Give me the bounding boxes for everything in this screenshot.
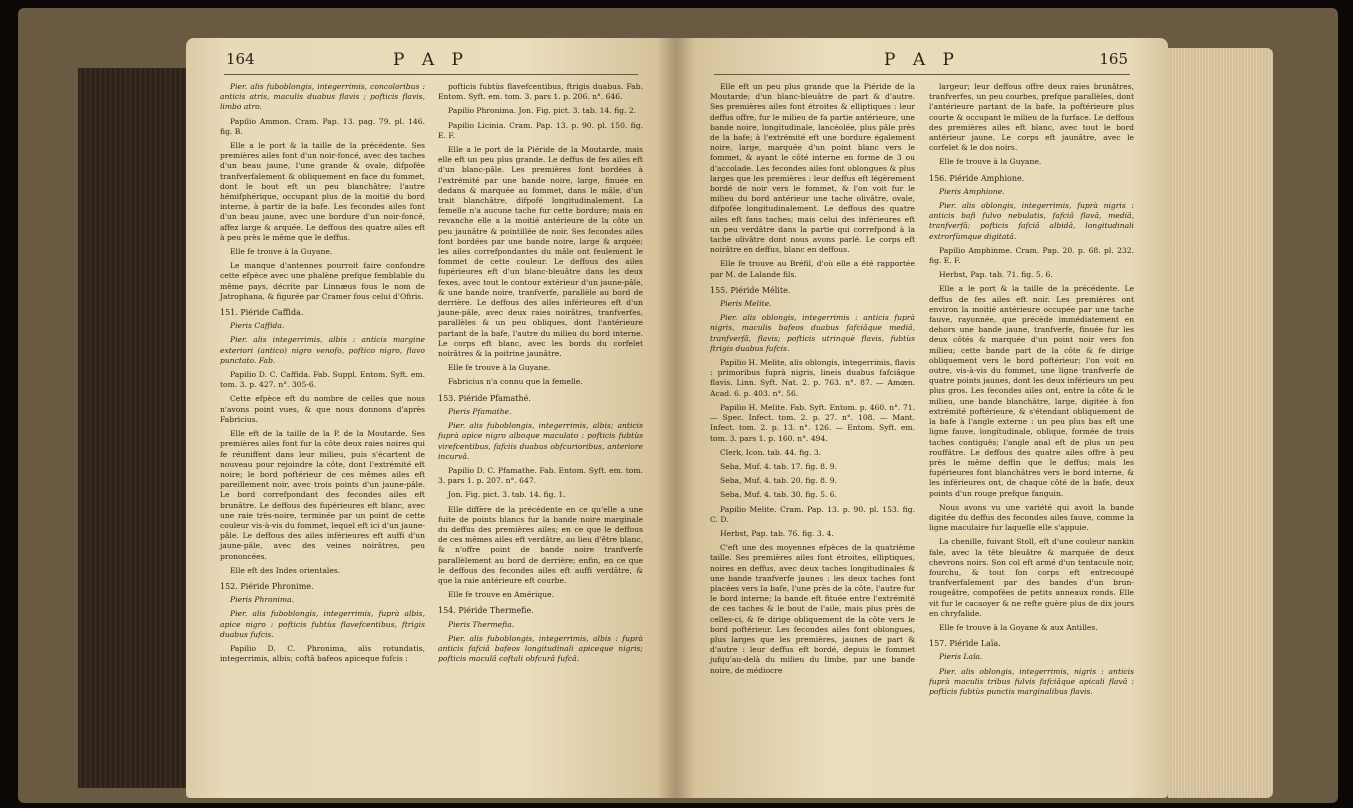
paragraph: Papilio Melite. Cram. Pap. 13. p. 90. pl. 153. fig. C. D. xyxy=(710,504,915,524)
species-heading: 154. Piéride Thermefie. xyxy=(438,606,534,616)
paragraph: largeur; leur deffous offre deux raies brunâtres, tranfverfes, un peu courbes, prefque parallèles, dont l'antérieure partant de la bafe, la poftérieure plus courte & occupant le milieu de la furface. Le deffous des premières ailes eft blanc, avec tout le bord antérieur jaune. Le corps eft jaunâtre, avec le corfelet & le dos noirs. xyxy=(929,82,1134,153)
paragraph: Papilio H. Melite. Fab. Syft. Entom. p. 460. n°. 71. — Spec. Infect. tom. 2. p. 27. n°. 108. — Mant. Infect. tom. 2. p. 13. n°. 126. — Entom. Syft. em. tom. 3. pars 1. p. 160. n°. 494. xyxy=(710,402,915,443)
paragraph: Elle diffère de la précédente en ce qu'elle a une fuite de points blancs fur la bande noire marginale du deffus des premières ailes; en ce que le deffous de ces mêmes ailes eft verdâtre, au lieu d'être blanc, & n'offre point de bande noire tranfverfe parallèlement au bord de derrière; enfin, en ce que le deffous des fecondes ailes eft auffi verdâtre, & que la raie antérieure eft courbe. xyxy=(438,504,643,585)
paragraph: Papilio H. Melite, alis oblongis, integerrimis, flavis : primoribus fuprà nigris, lineis duabus fafciâque flavis. Linn. Syft. Nat. 2. p. 763. n°. 87. — Amœn. Acad. 6. p. 403. n°. 56. xyxy=(710,358,915,398)
page-number: 165 xyxy=(1099,50,1128,68)
right-page-edges xyxy=(1168,48,1273,798)
paragraph: Pieris Melite. xyxy=(720,299,772,309)
right-page-header xyxy=(676,50,1168,74)
paragraph: Jon. Fig. pict. 3. tab. 14. fig. 1. xyxy=(448,490,566,500)
paragraph: Pier. alis integerrimis, albis : anticis margine exteriori (antico) nigro venofo, poftico nigro, flavo punctato. Fab. xyxy=(220,335,425,365)
paragraph: Pieris Phronima. xyxy=(230,595,295,605)
paragraph: Nous avons vu une variété qui avoit la bande digitée du deffus des fecondes ailes fauve, comme la ligne maculaire fur laquelle elle s'appuie. xyxy=(929,502,1134,533)
paragraph: Pieris Caffida. xyxy=(230,321,285,331)
paragraph: pofticis fubtùs flavefcentibus, ftrigis duabus. Fab. Entom. Syft. em. tom. 3. pars 1. p. 206. n°. 646. xyxy=(438,82,643,102)
species-heading: 155. Piéride Mélite. xyxy=(710,285,791,295)
paragraph: Seba, Muf. 4. tab. 17. fig. 8. 9. xyxy=(720,461,838,471)
species-heading: 152. Piéride Phronime. xyxy=(220,581,314,591)
paragraph: Elle fe trouve en Amérique. xyxy=(448,590,555,600)
paragraph: Papilio D. C. Pfamathe. Fab. Entom. Syft. em. tom. 3. pars 1. p. 207. n°. 647. xyxy=(438,465,643,486)
paragraph: Pieris Laïa. xyxy=(939,652,983,662)
paragraph: Elle eft de la taille de la P. de la Moutarde. Ses premières ailes font fur la côte deux raies noires qui fe réuniffent dans leur milieu, puis s'écartent de nouveau pour rejoindre la côte, dont l'extrémité eft noire; le bord poftérieur de ces mêmes ailes eft pareillement noir, avec trois points d'un jaune-pâle. Le bord correfpondant des fecondes ailes eft brunâtre. Le deffous des fupérieures eft blanc, avec une raie très-noire, terminée par un point de cette couleur vis-à-vis du fommet, lequel eft ici d'un jaune-pâle. Le deffous des ailes inférieures eft auffi d'un jaune-pâle, avec des veines noirâtres, peu prononcées. xyxy=(220,429,425,561)
paragraph: Seba, Muf. 4. tab. 30. fig. 5. 6. xyxy=(720,490,838,500)
paragraph: Elle a le port de la Piéride de la Moutarde, mais elle eft un peu plus grande. Le deffus de fes ailes eft d'un blanc-pâle. Les premières font bordées à l'extrémité par une bande noire, large, finuée en dedans & marquée au fommet, dans le mâle, d'un trait blanchâtre, difpofé longitudinalement. La femelle n'a aucune tache fur cette bordure; mais en revanche elle a la moitié antérieure de la côte un peu jaunâtre & pointillée de noir. Ses fecondes ailes font bordées par une bande noire, large & arquée; les ailes correfpondantes du mâle ont feulement le fommet de cette couleur. Le deffous des ailes fupérieures eft d'un blanc-bleuâtre dans les deux fexes, avec tout le contour extérieur d'un jaune-pâle, & une bande noire, tranfverfe, parallèle au bord de derrière. Le deffous des ailes inférieures eft d'un jaune-pâle, avec deux raies noirâtres, tranfverfes, parallèles & un peu obliques, dont l'antérieure partant de la bafe, l'autre du milieu du bord interne. Le corps eft blanc, avec les bords du corfelet noirâtres & la poitrine jaunâtre. xyxy=(438,145,643,359)
paragraph: Herbst, Pap. tab. 76. fig. 3. 4. xyxy=(720,528,834,538)
paragraph: Elle eft des Indes orientales. xyxy=(230,565,341,575)
paragraph: La chenille, fuivant Stoll, eft d'une couleur nankin fale, avec la tête bleuâtre & marquée de deux chevrons noirs. Son col eft armé d'un tentacule noir, fourchu, & tout fon corps eft entrecoupé tranfverfalement par des bandes d'un brun-rougeâtre, compofées de petits anneaux ronds. Elle vit fur le cacaoyer & ne refte guère plus de dix jours en chryfalide. xyxy=(929,537,1134,618)
left-column-2 xyxy=(438,82,643,668)
paragraph: Cette efpèce eft du nombre de celles que nous n'avons point vues, & que nous donnons d'après Fabricius. xyxy=(220,394,425,424)
paragraph: Elle a le port & la taille de la précédente. Ses premières ailes font d'un noir-foncé, avec des taches d'un beau jaune, l'une grande & ovale, difpofée tranfverfalement & obliquement en face du fommet, dont le bout eft un peu blanchâtre; l'autre hémifphérique, occupant plus de la moitié du bord interne, à partir de la bafe. Les fecondes ailes font d'un beau jaune, avec une bordure d'un noir-foncé, affez large & arquée. Le deffous des quatre ailes eft à peu près le même que le deffus. xyxy=(220,141,425,242)
left-page xyxy=(186,38,676,798)
paragraph: Pier. alis fuboblongis, integerrimis, albis; anticis fuprà apice nigro alboque maculato : pofticis fubtùs virefcentibus, fafciis duabus obfcurioribus, anteriore incurvâ. xyxy=(438,421,643,461)
paragraph: Papilio Ammon. Cram. Pap. 13. pag. 79. pl. 146. fig. B. xyxy=(220,116,425,136)
paragraph: Papilio Licinia. Cram. Pap. 13. p. 90. pl. 150. fig. E. F. xyxy=(438,120,643,140)
left-page-edges xyxy=(78,68,186,788)
paragraph: Papilio Amphinme. Cram. Pap. 20. p. 68. pl. 232. fig. E. F. xyxy=(929,245,1134,266)
paragraph: Pieris Thermefia. xyxy=(448,619,515,629)
running-head: P A P xyxy=(884,50,960,70)
left-page-header xyxy=(186,50,676,74)
book xyxy=(18,8,1338,803)
right-column-1 xyxy=(710,82,915,680)
paragraph: Elle a le port & la taille de la précédente. Le deffus de fes ailes eft noir. Les premières ont environ la moitié antérieure occupée par une tache fauve, rayonnée, que précède immédiatement en dehors une bande jaune, tranfverfe, finuée fur les deux côtés & marquée d'un point noir vers fon milieu; cette bande part de la côte & fe dirige obliquement vers le bord poftérieur; l'on voit en outre, vis-à-vis du fommet, une ligne tranfverfe de quatre points jaunes, dont les deux inférieurs un peu plus gros. Les fecondes ailes ont, entre la côte & le milieu, une bande blanchâtre, large, digitée à fon extrémité poftérieure, & s'étendant obliquement de la bafe à l'angle externe : un peu plus bas eft une ligne fauve, longitudinale, oblique, formée de trois taches contiguës; l'angle anal eft de plus un peu rouffâtre. Le deffous des quatre ailes offre à peu près le même deffin que le deffus; mais les fupérieures font blanchâtres vers le bord interne, & les inférieures ont, de chaque côté de la bafe, deux points d'un rouge prefque fanguin. xyxy=(929,284,1134,498)
species-heading: 157. Piéride Laïa. xyxy=(929,639,1001,649)
paragraph: C'eft une des moyennes efpèces de la quatrième taille. Ses premières ailes font étroites, elliptiques, noires en deffus, avec deux taches longitudinales & une bande tranfverfe jaunes : les deux taches font placées vers la bafe, l'une près de la côte, l'autre fur le bord interne; la bande eft fituée entre l'extrémité de ces taches & le bout de l'aile, mais plus près de celles-ci, & fe dirige obliquement de la côte vers le bord poftérieur. Les fecondes ailes font oblongues, plus larges que les premières, jaunes de part & d'autre : leur deffus eft bordé, depuis le fommet jufqu'au-delà du milieu du limbe, par une bande noire, de médiocre xyxy=(710,543,915,675)
paragraph: Pier. alis fuboblongis, integerrimis, fuprà albis, apice nigro : pofticis fubtùs flavefcentibus, ftrigis duabus fufcis. xyxy=(220,609,425,639)
paragraph: Pieris Amphione. xyxy=(939,186,1005,196)
paragraph: Papilio D. C. Phronima, alis rotundatis, integerrimis, albis; coftâ bafeos apiceque fufcis : xyxy=(220,643,425,664)
paragraph: Elle fe trouve au Bréfil, d'où elle a été rapportée par M. de Lalande fils. xyxy=(710,259,915,279)
right-page xyxy=(676,38,1168,798)
header-rule xyxy=(714,74,1130,75)
paragraph: Elle eft un peu plus grande que la Piéride de la Moutarde; d'un blanc-bleuâtre de part & d'autre. Ses premières ailes font étroites & elliptiques : leur deffus offre, fur le milieu de fa partie antérieure, une bande noire, longitudinale, lancéolée, plus pâle près de la bafe; à l'extrémité eft une bordure également noire, large, marquée d'un point blanc vers le fommet, & ayant le côté interne en forme de 3 ou d'accolade. Les fecondes ailes font oblongues & plus larges que les premières : leur deffus eft légèrement bordé de noir vers le fommet, & l'on voit fur le milieu du bord antérieur une tache olivâtre, ovale, difpofée longitudinalement. Le deffous des quatre ailes eft fans taches; mais celui des inférieures eft un peu verdâtre dans la partie qui correfpond à la tache olivâtre dont nous avons parlé. Le corps eft noirâtre en deffus, blanc en deffous. xyxy=(710,82,915,255)
paragraph: Papilio Phronima. Jon. Fig. pict. 3. tab. 14. fig. 2. xyxy=(448,106,637,116)
species-heading: 151. Piéride Caffida. xyxy=(220,308,304,318)
species-heading: 156. Piéride Amphione. xyxy=(929,173,1025,183)
left-column-1 xyxy=(220,82,425,668)
paragraph: Elle fe trouve à la Guyane. xyxy=(939,157,1042,167)
paragraph: Pier. alis fuboblongis, integerrimis, albis : fuprà anticis fafciâ bafeos longitudinali apiceque nigris; pofticis maculâ coftali obfcurâ fufcâ. xyxy=(438,633,643,664)
paragraph: Pier. alis oblongis, integerrimis : anticis fuprà nigris, maculis bafeos duabus fafciâque mediâ, tranfverfâ, flavis; pofticis utrinquè flavis, fubtùs ftrigis duabus fufcis. xyxy=(710,313,915,353)
paragraph: Papilio D. C. Caffida. Fab. Suppl. Entom. Syft. em. tom. 3. p. 427. n°. 305-6. xyxy=(220,370,425,390)
paragraph: Elle fe trouve à la Goyane & aux Antilles. xyxy=(939,622,1098,632)
paragraph: Herbst, Pap. tab. 71. fig. 5. 6. xyxy=(939,270,1053,280)
paragraph: Fabricius n'a connu que la femelle. xyxy=(448,377,583,387)
page-number: 164 xyxy=(226,50,255,68)
paragraph: Elle fe trouve à la Guyane. xyxy=(448,363,551,373)
running-head: P A P xyxy=(393,50,469,70)
paragraph: Le manque d'antennes pourroit faire confondre cette efpèce avec une phalène prefque femblable du même pays, décrite par Linnæus fous le nom de Jatrophana, & figurée par Cramer fous celui d'Ofiris. xyxy=(220,261,425,301)
paragraph: Pier. alis oblongis, integerrimis, nigris : anticis fuprà maculis tribus fulvis fafciâque apicali flavâ : pofticis fubtùs punctis marginalibus flavis. xyxy=(929,666,1134,696)
paragraph: Pier. alis fuboblongis, integerrimis, concoloribus : anticis atris, maculis duabus flavis ; pofticis flavis, limbo atro. xyxy=(220,82,425,112)
paragraph: Pier. alis oblongis, integerrimis, fuprà nigris : anticis bafi fulvo nebulatis, fafciâ flavâ, mediâ, tranfverfâ; pofticis fafciâ albidâ, longitudinali extrorfùmque digitatâ. xyxy=(929,201,1134,241)
header-rule xyxy=(224,74,638,75)
paragraph: Elle fe trouve à la Guyane. xyxy=(230,247,333,257)
paragraph: Seba, Muf. 4. tab. 20. fig. 8. 9. xyxy=(720,476,838,486)
paragraph: Clerk, Icon. tab. 44. fig. 3. xyxy=(720,447,822,457)
paragraph: Pieris Pfamathe. xyxy=(448,406,512,416)
species-heading: 153. Piéride Pfamathé. xyxy=(438,393,531,403)
right-column-2 xyxy=(929,82,1134,701)
